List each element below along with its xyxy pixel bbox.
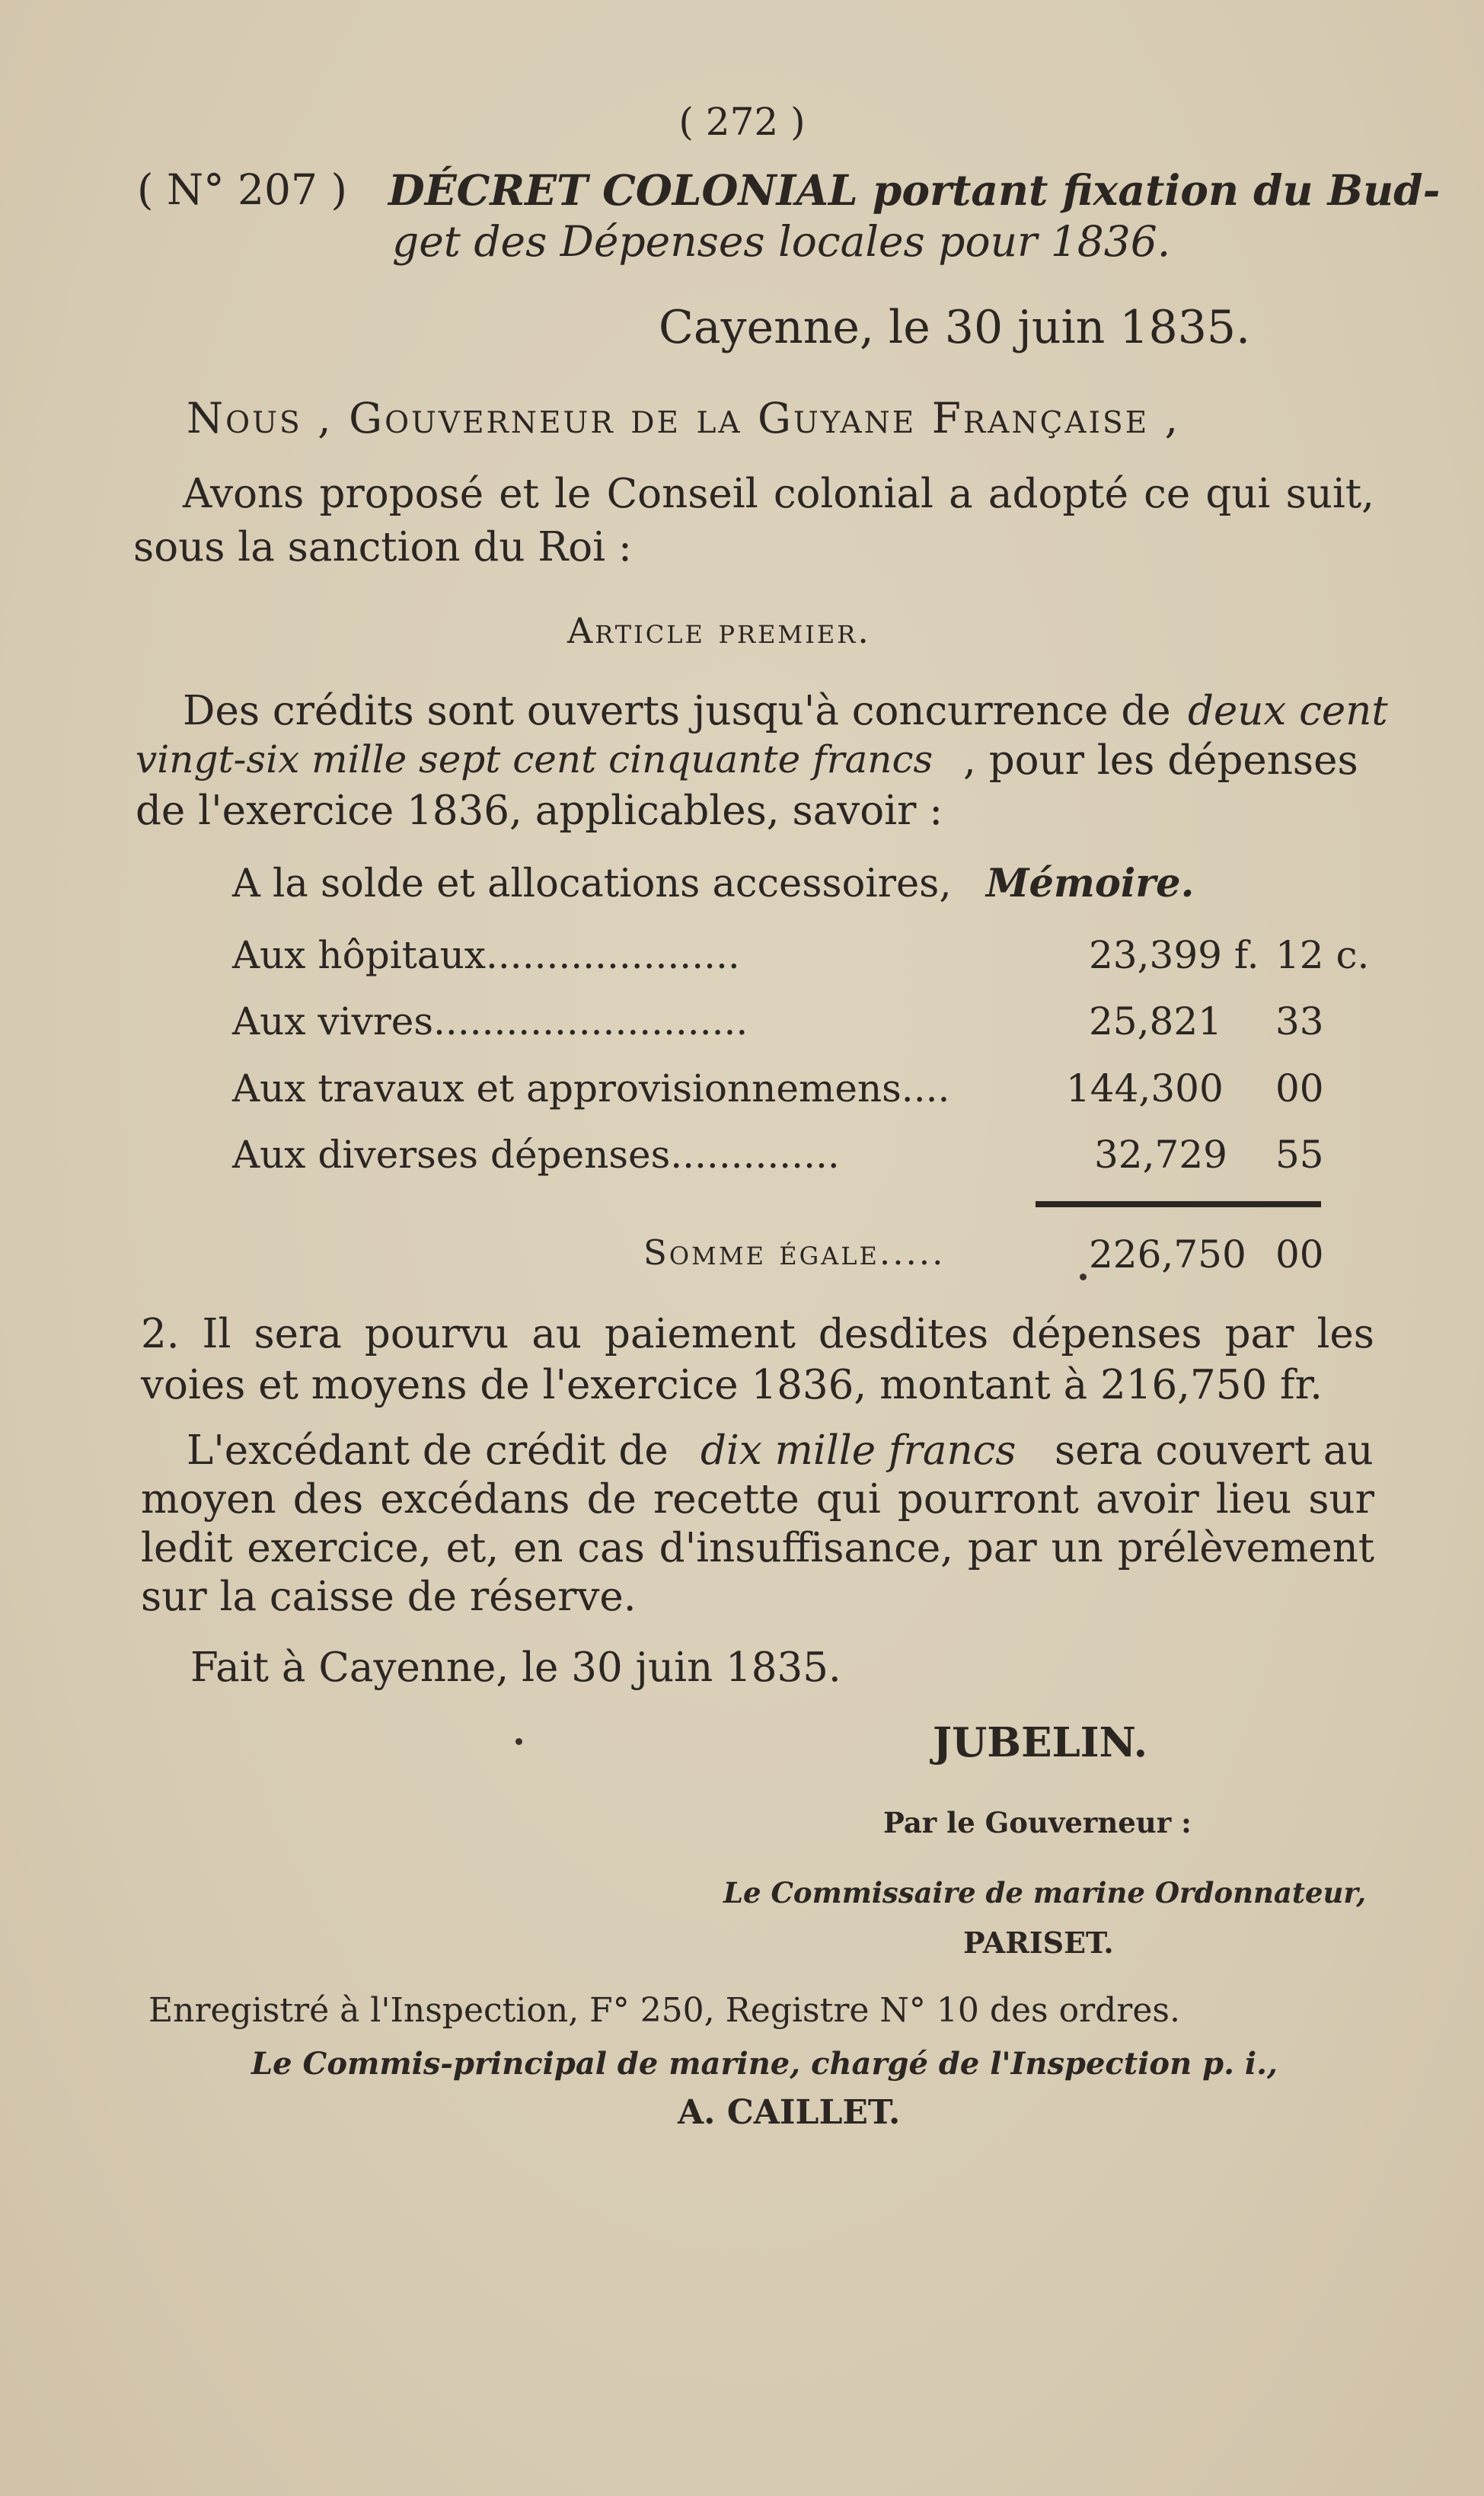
article2-line-3c: sera couvert au [1055, 1427, 1374, 1474]
done-at: Fait à Cayenne, le 30 juin 1835. [190, 1644, 841, 1691]
article2-line-1: 2. Il sera pourvu au paiement desdites dépenses par les [141, 1311, 1374, 1357]
article2-line-3b: dix mille francs [701, 1427, 1016, 1474]
decree-title: DÉCRET COLONIAL portant fixation du Bud- [388, 165, 1441, 215]
budget-row-amount: 144,300 [1066, 1066, 1224, 1111]
article2-line-4: moyen des excédans de recette qui pourront avoir lieu sur [141, 1476, 1374, 1523]
budget-row-label: Aux diverses dépenses.............. [232, 1133, 840, 1177]
budget-memo-value: Mémoire. [986, 861, 1195, 906]
budget-row-cents: 00 [1275, 1066, 1324, 1111]
budget-row-cents: 33 [1275, 999, 1324, 1043]
decree-number: ( N° 207 ) [137, 165, 347, 214]
article1-line-2b: , pour les dépenses [963, 737, 1358, 784]
article1-line-3: de l'exercice 1836, applicables, savoir : [136, 788, 943, 834]
article2-line-3a: L'excédant de crédit de [187, 1427, 669, 1474]
preamble-line-3: sous la sanction du Roi : [133, 524, 632, 570]
budget-row [232, 933, 1370, 979]
budget-row [232, 1066, 1329, 1112]
commis-title: Le Commis-principal de marine, chargé de l'Inspection p. i., [251, 2046, 1278, 2082]
by-governor: Par le Gouverneur : [883, 1806, 1192, 1839]
budget-row-amount: 32,729 [1094, 1133, 1227, 1177]
budget-total-row [643, 1232, 1329, 1278]
budget-row-amount: 23,399 f. [1089, 933, 1259, 977]
page-number: ( 272 ) [678, 100, 806, 144]
budget-row-cents: 12 c. [1275, 933, 1370, 977]
budget-row-label: Aux vivres.......................... [232, 999, 748, 1043]
article1-line-1b: deux cent [1188, 688, 1388, 734]
governor-signature: JUBELIN. [933, 1719, 1148, 1766]
budget-total-cents: 00 [1275, 1232, 1324, 1277]
budget-row [232, 1133, 1329, 1178]
article2-line-5: ledit exercice, et, en cas d'insuffisance, par un prélèvement [141, 1525, 1374, 1571]
budget-row-label: Aux hôpitaux..................... [232, 933, 740, 977]
article1-line-1a: Des crédits sont ouverts jusqu'à concurrence de [183, 688, 1171, 734]
ink-speck [515, 1738, 522, 1745]
place-date: Cayenne, le 30 juin 1835. [659, 301, 1251, 354]
preamble-line-2: Avons proposé et le Conseil colonial a adopté ce qui suit, [183, 471, 1374, 517]
total-rule [1036, 1201, 1321, 1207]
article1-line-2-amount: vingt-six mille sept cent cinquante francs [136, 737, 933, 781]
budget-total-label: Somme égale..... [643, 1232, 946, 1273]
article2-line-2: voies et moyens de l'exercice 1836, montant à 216,750 fr. [141, 1362, 1323, 1408]
budget-row [232, 999, 1329, 1045]
commissaire-name: PARISET. [963, 1926, 1114, 1960]
budget-row-cents: 55 [1275, 1133, 1324, 1177]
article2-line-6: sur la caisse de réserve. [141, 1574, 637, 1620]
commissaire-title: Le Commissaire de marine Ordonnateur, [723, 1876, 1367, 1910]
preamble-line-1: Nous , Gouverneur de la Guyane Française , [187, 394, 1181, 443]
budget-total-amount: 226,750 [1089, 1232, 1246, 1277]
commis-name: A. CAILLET. [678, 2093, 901, 2132]
ink-speck [1080, 1274, 1087, 1280]
budget-row-label: Aux travaux et approvisionnemens.... [232, 1066, 950, 1111]
budget-memo-label: A la solde et allocations accessoires, [232, 861, 952, 906]
budget-row-amount: 25,821 [1089, 999, 1222, 1043]
decree-title-cont: get des Dépenses locales pour 1836. [392, 217, 1171, 266]
article-heading: Article premier. [567, 610, 871, 651]
registration: Enregistré à l'Inspection, F° 250, Registre N° 10 des ordres. [148, 1991, 1180, 2030]
